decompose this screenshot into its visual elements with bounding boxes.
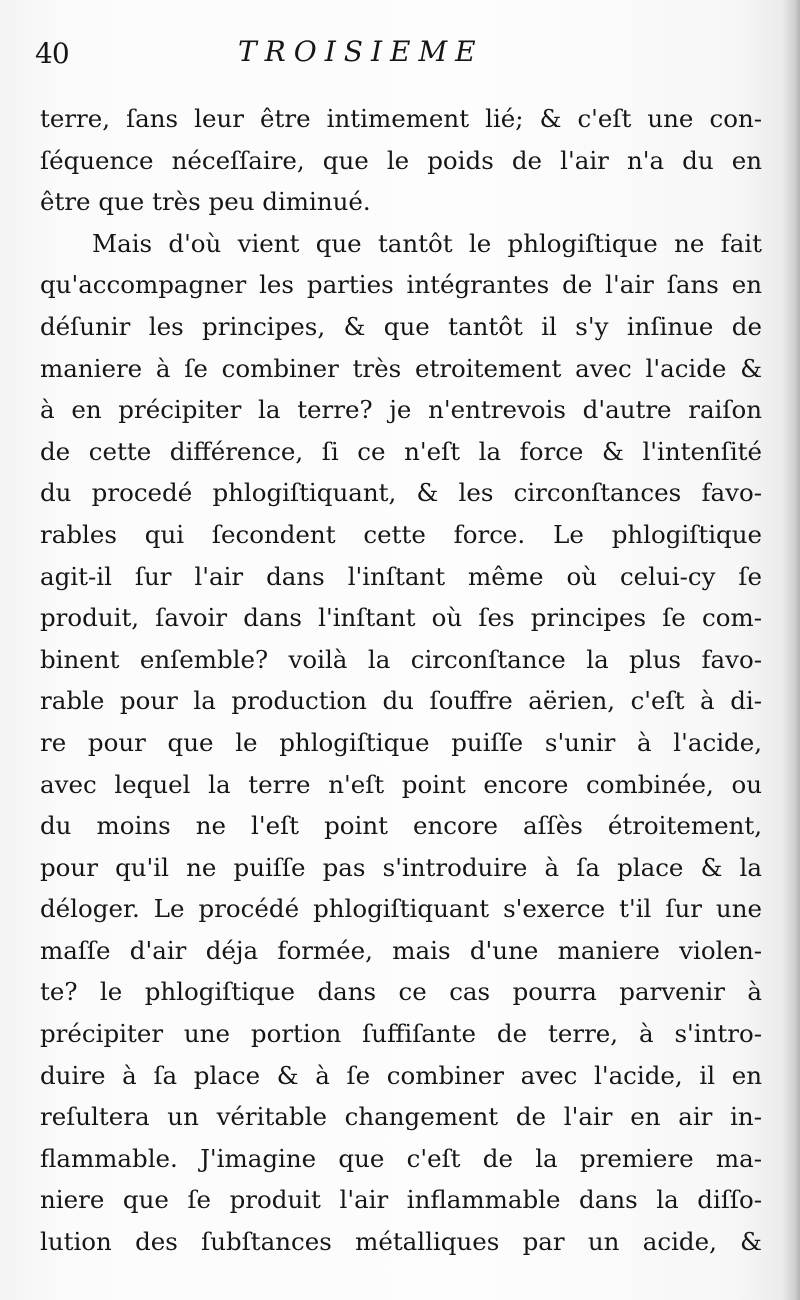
text-line: déloger. Le procédé phlogiſtiquant s'exerce t'il ſur une bbox=[40, 894, 762, 924]
text-line: déſunir les principes, & que tantôt il s'y inſinue de bbox=[40, 311, 762, 341]
text-line: qu'accompagner les parties intégrantes de l'air ſans en bbox=[40, 270, 762, 300]
text-line: maniere à ſe combiner très etroitement avec l'acide & bbox=[40, 353, 762, 383]
text-line: pour qu'il ne puiſſe pas s'introduire à ſa place & la bbox=[40, 852, 762, 882]
text-line: produit, ſavoir dans l'inſtant où ſes principes ſe com- bbox=[40, 603, 762, 633]
text-line: maſſe d'air déja formée, mais d'une maniere violen- bbox=[40, 935, 762, 965]
text-line: être que très peu diminué. bbox=[40, 187, 371, 217]
text-line: lution des ſubſtances métalliques par un acide, & bbox=[40, 1227, 762, 1257]
text-line: avec lequel la terre n'eſt point encore combinée, ou bbox=[40, 769, 762, 799]
text-line: à en précipiter la terre? je n'entrevois d'autre raiſon bbox=[40, 395, 762, 425]
text-line: duire à ſa place & à ſe combiner avec l'acide, il en bbox=[40, 1060, 762, 1090]
text-line: agit-il ſur l'air dans l'inſtant même où celui-cy ſe bbox=[40, 561, 762, 591]
text-line: ſéquence néceſſaire, que le poids de l'air n'a du en bbox=[40, 145, 762, 175]
text-line: de cette différence, ſi ce n'eſt la force & l'intenſité bbox=[40, 436, 762, 466]
page-number: 40 bbox=[35, 37, 69, 70]
running-head: TROISIEME bbox=[238, 35, 484, 68]
text-line: reſultera un véritable changement de l'air en air in- bbox=[40, 1102, 762, 1132]
text-line: précipiter une portion ſuffiſante de terre, à s'intro- bbox=[40, 1019, 762, 1049]
text-line: te? le phlogiſtique dans ce cas pourra parvenir à bbox=[40, 977, 762, 1007]
text-line: rable pour la production du ſouffre aërien, c'eſt à di- bbox=[40, 686, 762, 716]
text-line: terre, ſans leur être intimement lié; & c'eſt une con- bbox=[40, 104, 762, 133]
page-edge-shadow bbox=[782, 0, 800, 1300]
text-line: re pour que le phlogiſtique puiſſe s'unir à l'acide, bbox=[40, 727, 762, 757]
body-text bbox=[40, 98, 762, 1263]
text-line: rables qui ſecondent cette force. Le phlogiſtique bbox=[40, 519, 762, 549]
text-line: Mais d'où vient que tantôt le phlogiſtique ne fait bbox=[92, 228, 762, 258]
text-line: niere que ſe produit l'air inflammable dans la diſſo- bbox=[40, 1185, 762, 1215]
text-line: flammable. J'imagine que c'eſt de la premiere ma- bbox=[40, 1143, 762, 1173]
text-line: du procedé phlogiſtiquant, & les circonſtances favo- bbox=[40, 478, 762, 508]
text-line: du moins ne l'eſt point encore aſſès étroitement, bbox=[40, 811, 762, 841]
text-line: binent enſemble? voilà la circonſtance la plus favo- bbox=[40, 644, 762, 674]
